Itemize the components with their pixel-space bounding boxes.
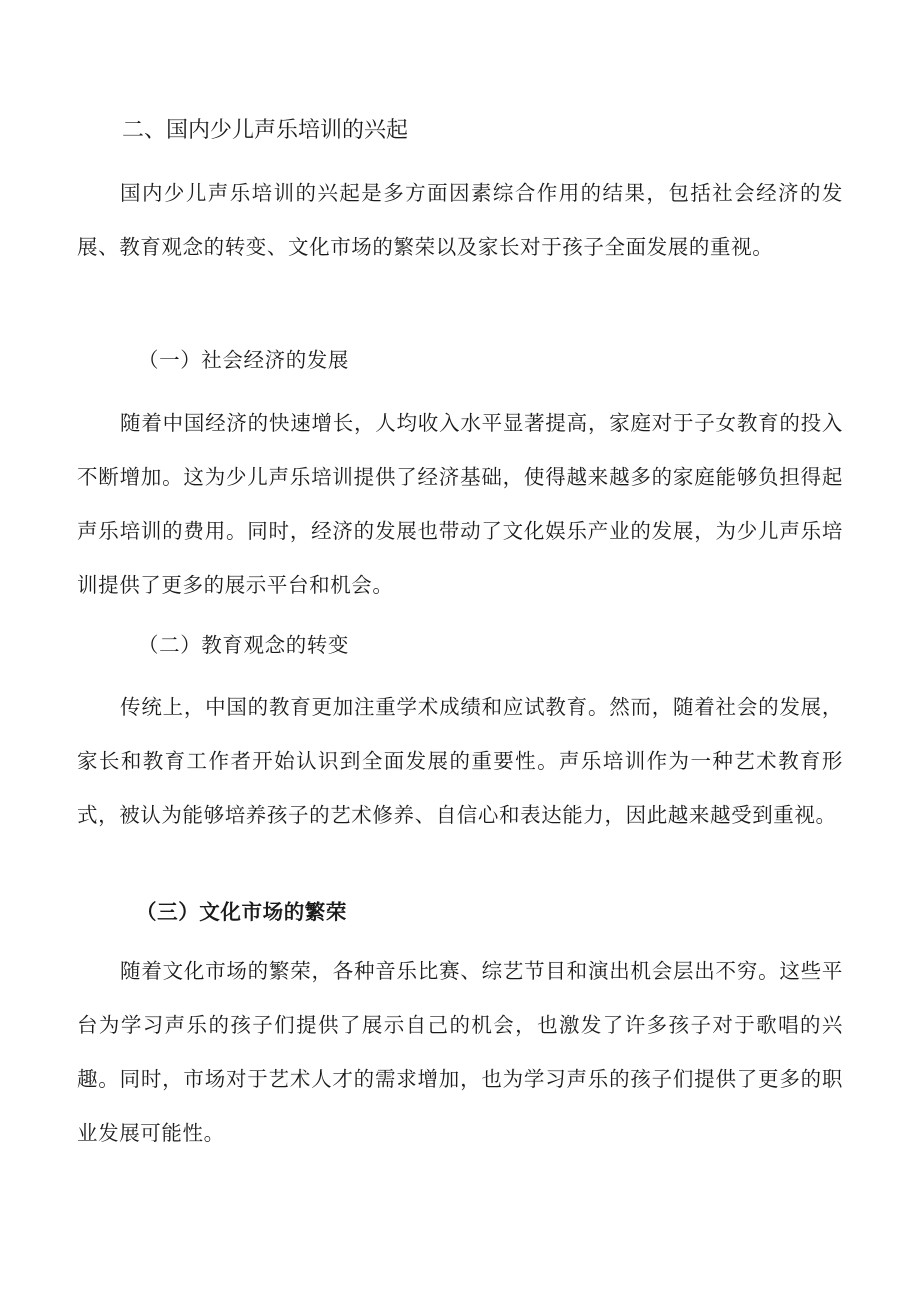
subsection-body-2: 传统上，中国的教育更加注重学术成绩和应试教育。然而，随着社会的发展，家长和教育工作者开始认识到全面发展的重要性。声乐培训作为一种艺术教育形式，被认为能够培养孩子的艺术修养、自信心和表达能力，因此越来越受到重视。 — [77, 695, 843, 827]
intro-paragraph: 国内少儿声乐培训的兴起是多方面因素综合作用的结果，包括社会经济的发展、教育观念的转变、文化市场的繁荣以及家长对于孩子全面发展的重视。 — [77, 181, 843, 259]
subsection-heading-1: （一）社会经济的发展 — [138, 348, 349, 372]
subsection-heading-2: （二）教育观念的转变 — [138, 633, 349, 657]
subsection-body-1: 随着中国经济的快速增长，人均收入水平显著提高，家庭对于子女教育的投入不断增加。这为少儿声乐培训提供了经济基础，使得越来越多的家庭能够负担得起声乐培训的费用。同时，经济的发展也带动了文化娱乐产业的发展，为少儿声乐培训提供了更多的展示平台和机会。 — [77, 411, 843, 597]
section-title: 二、国内少儿声乐培训的兴起 — [122, 118, 409, 143]
subsection-heading-3: （三）文化市场的繁荣 — [136, 900, 347, 924]
subsection-body-3: 随着文化市场的繁荣，各种音乐比赛、综艺节目和演出机会层出不穷。这些平台为学习声乐的孩子们提供了展示自己的机会，也激发了许多孩子对于歌唱的兴趣。同时，市场对于艺术人才的需求增加，也为学习声乐的孩子们提供了更多的职业发展可能性。 — [77, 959, 843, 1145]
